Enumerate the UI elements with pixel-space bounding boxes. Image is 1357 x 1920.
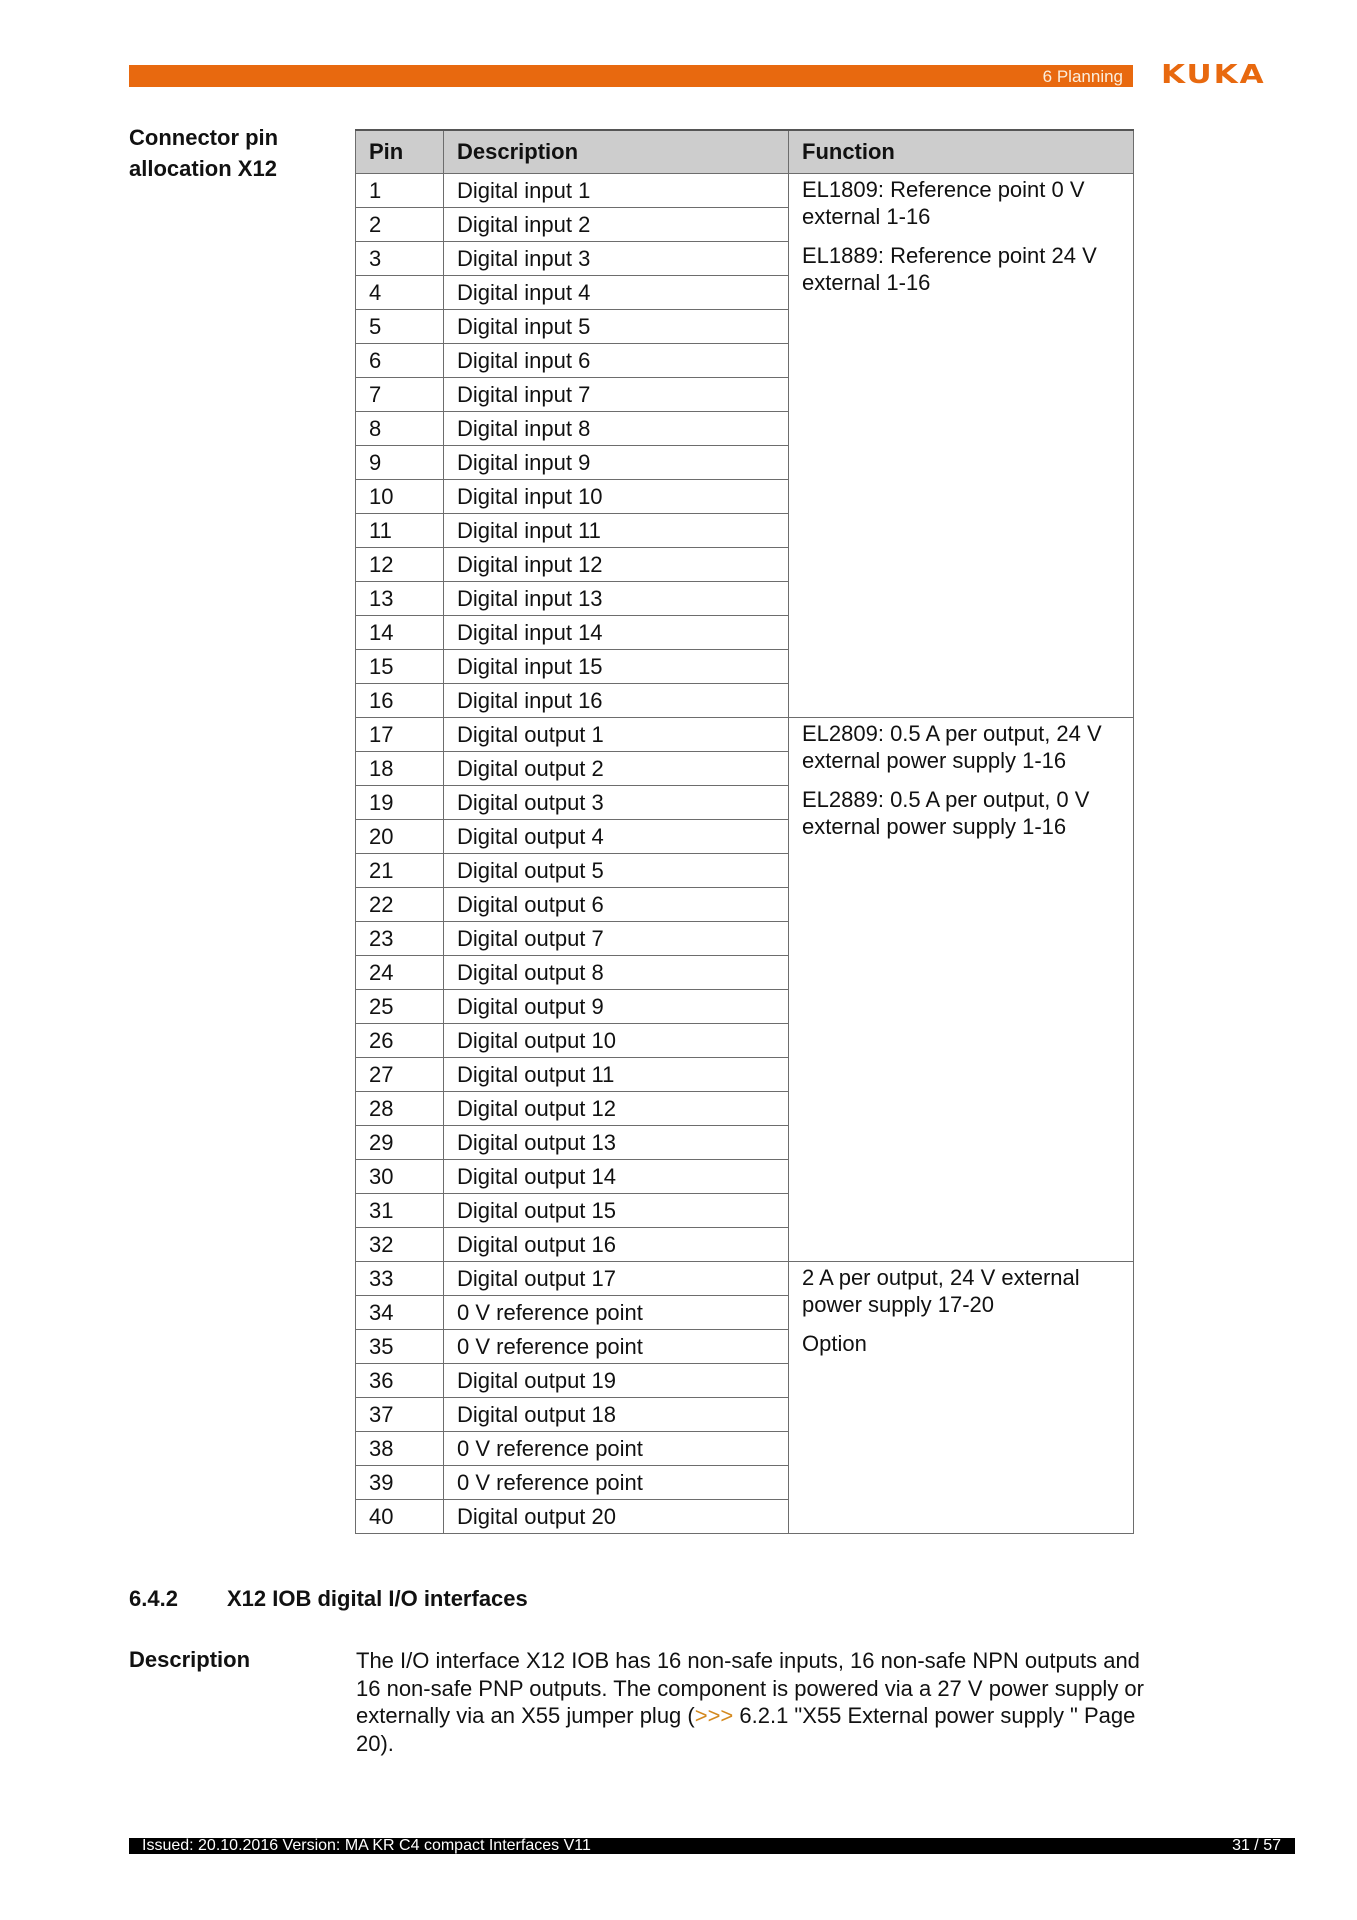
pin-cell: 38 [356,1432,444,1466]
side-label-line1: Connector pin [129,125,279,150]
function-text: EL2809: 0.5 A per output, 24 V external power supply 1-16 [802,721,1102,773]
description-text [356,1647,1146,1757]
side-label-line2: allocation X12 [129,156,277,181]
description-text-main: The I/O interface X12 IOB has 16 non-safe inputs, 16 non-safe NPN outputs and 16 non-safe PNP outputs. The component is powered via a 27 V power supply or externally via an X55 jumper plug ( [356,1648,1144,1728]
pin-cell: 10 [356,480,444,514]
table-row [356,1262,1134,1296]
description-cell: 0 V reference point [444,1466,789,1500]
pin-cell: 24 [356,956,444,990]
function-text: EL1809: Reference point 0 V external 1-16 [802,177,1085,229]
description-label: Description [129,1647,251,1672]
description-cell: Digital output 3 [444,786,789,820]
pin-cell: 6 [356,344,444,378]
description-cell: Digital input 4 [444,276,789,310]
description-cell: Digital input 3 [444,242,789,276]
description-cell: Digital input 7 [444,378,789,412]
section-title: X12 IOB digital I/O interfaces [227,1586,528,1611]
pin-cell: 27 [356,1058,444,1092]
description-cell: Digital input 2 [444,208,789,242]
description-cell: Digital output 2 [444,752,789,786]
description-cell: Digital output 7 [444,922,789,956]
kuka-logo: KUKA [1161,60,1266,90]
description-cell: Digital output 10 [444,1024,789,1058]
pin-cell: 16 [356,684,444,718]
section-heading [129,1586,528,1612]
pin-cell: 32 [356,1228,444,1262]
description-cell: Digital input 10 [444,480,789,514]
pin-cell: 19 [356,786,444,820]
pin-cell: 21 [356,854,444,888]
table-row [356,174,1134,208]
footer-issued: Issued: 20.10.2016 Version: MA KR C4 compact Interfaces V11 [142,1837,591,1854]
function-text: Option [802,1331,867,1356]
description-cell: Digital output 6 [444,888,789,922]
description-cell: 0 V reference point [444,1432,789,1466]
pin-cell: 30 [356,1160,444,1194]
pin-cell: 14 [356,616,444,650]
pin-cell: 4 [356,276,444,310]
pin-cell: 36 [356,1364,444,1398]
description-cell: Digital output 8 [444,956,789,990]
column-header-description: Description [444,130,789,174]
pin-cell: 31 [356,1194,444,1228]
description-cell: Digital output 5 [444,854,789,888]
description-cell: Digital input 16 [444,684,789,718]
table-header-row [356,130,1134,174]
function-cell [789,718,1134,1262]
function-text: EL2889: 0.5 A per output, 0 V external power supply 1-16 [802,787,1090,839]
description-cell: Digital input 1 [444,174,789,208]
description-cell: Digital output 14 [444,1160,789,1194]
pin-allocation-table [355,129,1134,1534]
pin-cell: 13 [356,582,444,616]
description-cell: 0 V reference point [444,1330,789,1364]
function-text: 2 A per output, 24 V external power supply 17-20 [802,1265,1080,1317]
description-cell: Digital input 15 [444,650,789,684]
description-cell: Digital input 8 [444,412,789,446]
function-text: EL1889: Reference point 24 V external 1-16 [802,243,1097,295]
pin-cell: 9 [356,446,444,480]
cross-reference-link[interactable]: 6.2.1 "X55 External power supply " Page 20). [356,1703,1136,1756]
pin-cell: 35 [356,1330,444,1364]
pin-cell: 20 [356,820,444,854]
pin-cell: 12 [356,548,444,582]
function-cell [789,174,1134,718]
description-cell: Digital output 11 [444,1058,789,1092]
pin-cell: 29 [356,1126,444,1160]
pin-cell: 1 [356,174,444,208]
pin-cell: 39 [356,1466,444,1500]
pin-cell: 34 [356,1296,444,1330]
pin-cell: 28 [356,1092,444,1126]
description-cell: Digital output 13 [444,1126,789,1160]
description-cell: Digital input 11 [444,514,789,548]
pin-cell: 22 [356,888,444,922]
footer-bar [129,1838,1295,1854]
description-cell: Digital input 14 [444,616,789,650]
description-cell: Digital input 5 [444,310,789,344]
column-header-pin: Pin [356,130,444,174]
description-cell: Digital input 13 [444,582,789,616]
pin-cell: 37 [356,1398,444,1432]
pin-cell: 17 [356,718,444,752]
description-cell: Digital input 12 [444,548,789,582]
chapter-label: 6 Planning [1042,67,1123,86]
description-cell: Digital output 9 [444,990,789,1024]
pin-cell: 15 [356,650,444,684]
header-bar [129,65,1133,87]
description-cell: Digital output 4 [444,820,789,854]
pin-cell: 40 [356,1500,444,1534]
pin-cell: 26 [356,1024,444,1058]
pin-cell: 3 [356,242,444,276]
description-cell: Digital output 1 [444,718,789,752]
footer-page-number: 31 / 57 [1232,1837,1281,1854]
description-cell: 0 V reference point [444,1296,789,1330]
pin-cell: 18 [356,752,444,786]
description-cell: Digital output 20 [444,1500,789,1534]
table-row [356,718,1134,752]
description-cell: Digital output 12 [444,1092,789,1126]
description-cell: Digital output 19 [444,1364,789,1398]
section-number: 6.4.2 [129,1586,178,1611]
pin-cell: 5 [356,310,444,344]
description-cell: Digital output 15 [444,1194,789,1228]
description-cell: Digital output 16 [444,1228,789,1262]
pin-cell: 11 [356,514,444,548]
function-cell [789,1262,1134,1534]
pin-cell: 8 [356,412,444,446]
pin-cell: 25 [356,990,444,1024]
description-cell: Digital input 9 [444,446,789,480]
description-cell: Digital output 18 [444,1398,789,1432]
description-cell: Digital input 6 [444,344,789,378]
pin-cell: 7 [356,378,444,412]
pin-cell: 2 [356,208,444,242]
description-cell: Digital output 17 [444,1262,789,1296]
column-header-function: Function [789,130,1134,174]
pin-cell: 23 [356,922,444,956]
cross-reference-arrow-icon[interactable]: >>> [694,1703,734,1728]
pin-cell: 33 [356,1262,444,1296]
table-body [356,174,1134,1534]
